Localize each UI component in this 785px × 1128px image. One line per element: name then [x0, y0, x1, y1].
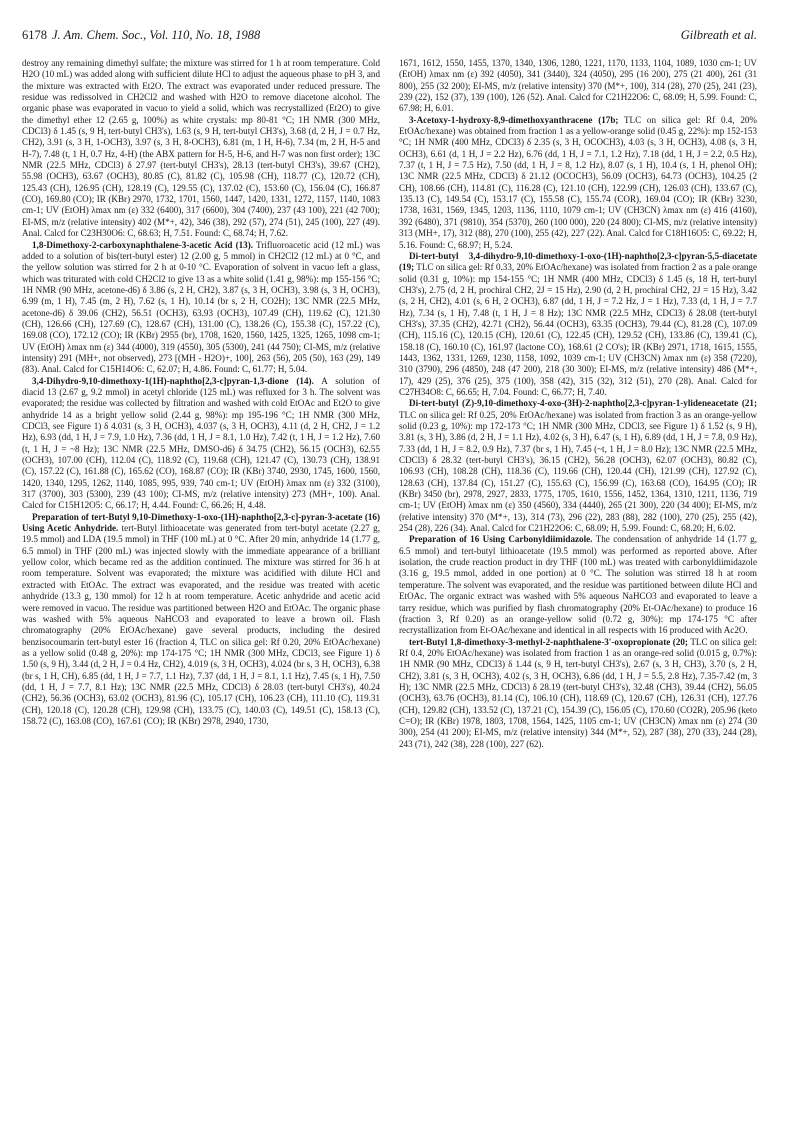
paragraph [399, 398, 757, 534]
running-header [22, 28, 757, 58]
right-column [399, 58, 757, 1118]
paragraph [399, 534, 757, 636]
paragraph-text: destroy any remaining dimethyl sulfate; the mixture was stirred for 1 h at room temperature. Cold H2O (10 mL) was added along with sufficient dilute HCl to adjust the aqueous phase to pH 3, and the mixture was extracted with Et2O. The extract was evaporated under reduced pressure. The residue was redissolved in CH2Cl2 and washed with H2O to remove diacetone alcohol. The organic phase was evaporated in vacuo to yield a solid, which was recrystallized (Et2O) to give the dimethyl ether 12 (2.65 g, 100%) as white crystals: mp 80-81 °C; 1H NMR (300 MHz, CDCl3) δ 1.45 (s, 9 H, tert-butyl CH3's), 1.63 (s, 9 H, tert-butyl CH3's), 3.68 (d, 2 H, J = 0.7 Hz, CH2), 3.91 (s, 3 H, 1-OCH3), 3.97 (s, 3 H, 8-OCH3), 6.81 (m, 1 H, H-6), 7.34 (m, 2 H, H-5 and H-7), 7.48 (t, 1 H, 0.7 Hz, 4-H) (the ABX pattern for H-5, H-6, and H-7 was non first order); 13C NMR (22.5 MHz, CDCl3) δ 27.97 (tert-butyl CH3's), 28.13 (tert-butyl CH3's), 39.67 (CH2), 55.98 (OCH3), 63.67 (OCH3), 80.85 (C), 81.82 (C), 105.98 (CH), 118.77 (C), 120.72 (CH), 125.43 (CH), 126.95 (CH), 128.19 (C), 129.55 (C), 137.02 (C), 153.60 (C), 156.04 (C), 166.87 (CO), 169.80 (CO); IR (KBr) 2970, 1732, 1701, 1560, 1447, 1420, 1331, 1272, 1157, 1140, 1083 cm-1; UV (EtOH) λmax nm (ε) 332 (6400), 317 (6600), 304 (7400), 237 (43 100), 221 (42 700); EI-MS, m/z (relative intensity) 402 (M*+, 42), 346 (38), 292 (57), 274 (51), 245 (100), 227 (49). Anal. Calcd for C23H30O6: C, 68.63; H, 7.51. Found: C, 68.74; H, 7.62. [22, 58, 380, 239]
paragraph-heading: Di-tert-butyl (Z)-9,10-dimethoxy-4-oxo-(3H)-2-naphtho[2,3-c]pyran-1-ylideneacetate (21; [409, 398, 757, 409]
paragraph [22, 376, 380, 512]
running-author: Gilbreath et al. [680, 28, 757, 42]
paragraph-text: 1671, 1612, 1550, 1455, 1370, 1340, 1306, 1280, 1221, 1170, 1133, 1104, 1089, 1030 cm-1; UV (EtOH) λmax nm (ε) 392 (4050), 341 (3440), 324 (4050), 295 (16 200), 275 (21 400), 261 (31 800), 255 (32 200); EI-MS, m/z (relative intensity) 370 (M*+, 100), 314 (28), 270 (25), 241 (23), 239 (22), 152 (37), 139 (100), 126 (52). Anal. Calcd for C21H22O6: C, 68.09; H, 5.99. Found: C, 67.98; H, 6.01. [399, 58, 757, 114]
page-number: 6178 [22, 28, 47, 42]
paragraph-heading: tert-Butyl 1,8-dimethoxy-3-methyl-2-naphthalene-3'-oxopropionate (20; [409, 636, 688, 647]
body-columns [22, 58, 757, 1118]
paragraph [399, 251, 757, 398]
paragraph-text: tert-Butyl lithioacetate was generated from tert-butyl acetate (2.27 g, 19.5 mmol) and LDA (19.5 mmol) in THF (100 mL) at 0 °C. After 20 min, anhydride 14 (1.77 g, 6.5 mmol) in THF (200 mL) was injected slowly with the immediate appearance of a brilliant yellow color, which became red as the addition continued. The mixture was stirred for 36 h at room temperature. Solvent was evaporated; the mixture was acidified with dilute HCl and extracted with EtOAc. The extract was evaporated, and the residue was treated with acetic anhydride (13.3 g, 130 mmol) for 12 h at room temperature. Acetic anhydride and acetic acid were removed in vacuo. The residue was partitioned between H2O and EtOAc. The organic phase was washed with 5% aqueous NaHCO3 and evaporated to leave a brown oil. Flash chromatography (20% EtOAc/hexane) gave several products, including the desired benzisocoumarin tert-butyl ester 16 (fraction 4, TLC on silica gel: Rf 0.20, 20% EtOAc/hexane) as a yellow solid (0.48 g, 20%): mp 174-175 °C; 1H NMR (300 MHz, CDCl3, see Figure 1) δ 1.50 (s, 9 H), 3.44 (d, 2 H, J = 0.4 Hz, CH2), 4.019 (s, 3 H, OCH3), 4.024 (br s, 3 H, OCH3), 6.38 (br s, 1 H, CH), 6.85 (dd, 1 H, J = 7.7, 1.1 Hz), 7.37 (dd, 1 H, J = 8.1, 1.1 Hz), 7.45 (s, 1 H), 7.50 (dd, 1 H, J = 7.7, 8.1 Hz); 13C NMR (22.5 MHz, CDCl3) δ 28.03 (tert-butyl CH3's), 40.24 (CH2), 56.36 (OCH3), 63.02 (OCH3), 81.96 (C), 105.17 (CH), 106.23 (CH), 111.10 (C), 119.31 (CH), 120.18 (C), 120.28 (CH), 129.98 (CH), 133.75 (C), 140.03 (C), 149.51 (C), 158.13 (C), 158.72 (C), 163.08 (CO), 167.61 (CO); IR (KBr) 2978, 2940, 1730, [22, 523, 380, 726]
paragraph-heading: Preparation of 16 Using Carbonyldiimidazole. [409, 534, 593, 545]
paragraph-text: TLC on silica gel: Rf 0.4, 20% EtOAc/hexane) was obtained from fraction 1 as a yellow-orange solid (0.45 g, 22%): mp 152-153 °C; 1H NMR (400 MHz, CDCl3) δ 2.35 (s, 3 H, OCOCH3), 4.03 (s, 3 H, OCH3), 4.08 (s, 3 H, OCH3), 6.61 (d, 1 H, J = 2.2 Hz), 6.76 (dd, 1 H, J = 7.1, 1.2 Hz), 7.18 (dd, 1 H, J = 2.2, 0.5 Hz), 7.37 (t, 1 H, J = 7.5 Hz), 7.50 (dd, 1 H, J = 8, 1.2 Hz), 8.07 (s, 1 H), 10.4 (s, 1 H, phenol OH); 13C NMR (22.5 MHz, CDCl3) δ 21.12 (OCOCH3), 56.09 (OCH3), 64.73 (OCH3), 104.25 (2 CH), 108.66 (CH), 114.81 (C), 116.28 (C), 121.10 (CH), 122.99 (CH), 126.03 (CH), 133.67 (C), 135.13 (C), 149.54 (C), 153.17 (C), 155.58 (C), 155.74 (COR), 169.04 (CO); IR (KBr) 3230, 1738, 1631, 1569, 1345, 1203, 1136, 1110, 1079 cm-1; UV (CH3CN) λmax nm (ε) 416 (4160), 392 (6480), 371 (9810), 354 (5370), 260 (100 000), 220 (24 800); CI-MS, m/z (relative intensity) 313 (MH+, 17), 312 (88), 270 (100), 255 (42), 227 (22). Anal. Calcd for C18H16O5: C, 69.22; H, 5.16. Found: C, 68.97; H, 5.24. [399, 114, 757, 250]
paragraph [22, 512, 380, 728]
paragraph-text: The condensation of anhydride 14 (1.77 g, 6.5 mmol) and tert-butyl lithioacetate (19.5 mmol) was performed as reported above. After isolation, the crude reaction product in dry THF (100 mL) was treated with carbonyldiimidazole (3.16 g, 19.5 mmol, added in one portion) at 0 °C. The solution was stirred 18 h at room temperature. The solvent was evaporated, and the residue was partitioned between dilute HCl and EtOAc. The organic extract was washed with 5% aqueous NaHCO3 and evaporated to leave a tarry residue, which was purified by flash chromatography (20% Et-OAc/hexane) to produce 16 (fraction 3, Rf 0.20) as an orange-yellow solid (0.72 g, 30%): mp 174-175 °C after recrystallization from Et-OAc/hexane and identical in all respects with 16 produced with Ac2O. [399, 534, 757, 636]
paragraph-heading: 3,4-Dihydro-9,10-dimethoxy-1(1H)-naphtho[2,3-c]pyran-1,3-dione (14). [32, 375, 314, 386]
paragraph-text: TLC on silica gel: Rf 0.33, 20% EtOAc/hexane) was isolated from fraction 2 as a pale orange solid (0.31 g, 10%): mp 154-155 °C; 1H NMR (400 MHz, CDCl3) δ 1.45 (s, 18 H, tert-butyl CH3's), 2.75 (d, 2 H, prochiral CH2, 2J = 15 Hz), 2.90 (d, 2 H, prochiral CH2, 2J = 15 Hz), 3.42 (s, 2 H, CH2), 4.01 (s, 6 H, 2 OCH3), 6.87 (dd, 1 H, J = 7.2 Hz, J = 1 Hz), 7.33 (d, 1 H, J = 7.7 Hz), 7.34 (s, 1 H), 7.48 (t, 1 H, J = 8 Hz); 13C NMR (22.5 MHz, CDCl3) δ 28.08 (tert-butyl CH3's), 37.35 (CH2), 42.71 (CH2), 56.44 (OCH3), 63.35 (OCH3), 79.44 (C), 81.28 (C), 107.09 (CH), 115.16 (C), 120.15 (CH), 120.61 (C), 122.45 (CH), 129.52 (CH), 133.86 (C), 139.41 (C), 158.18 (C), 160.10 (C), 161.97 (lactone CO), 168.61 (2 CO's); IR (KBr) 2971, 1718, 1615, 1555, 1443, 1362, 1331, 1269, 1230, 1158, 1092, 1039 cm-1; UV (CH3CN) λmax nm (ε) 358 (7220), 310 (3790), 296 (4850), 248 (47 200), 218 (30 300); EI-MS, m/z (relative intensity) 486 (M*+, 17), 429 (25), 376 (25), 375 (100), 358 (42), 315 (32), 312 (51), 270 (28). Anal. Calcd for C27H34O8: C, 66.65; H, 7.04. Found: C, 66.77; H, 7.40. [399, 262, 757, 397]
left-column [22, 58, 380, 1118]
paragraph [22, 58, 380, 240]
paragraph [399, 58, 757, 115]
paragraph-heading: 1,8-Dimethoxy-2-carboxynaphthalene-3-acetic Acid (13). [32, 239, 254, 250]
journal-page [22, 28, 757, 1118]
paragraph-heading: Di-tert-butyl 3,4-dihydro-9,10-dimethoxy-1-oxo-(1H)-naphtho[2,3-c]pyran-5,5-diacetate (19; [399, 250, 757, 273]
paragraph-heading: 3-Acetoxy-1-hydroxy-8,9-dimethoxyanthracene (17b; [409, 114, 619, 125]
paragraph-text: TLC on silica gel: Rf 0.4, 20% EtOAc/hexane) was isolated from fraction 1 as an orange-red solid (0.015 g, 0.7%): 1H NMR (90 MHz, CDCl3) δ 1.44 (s, 9 H, tert-butyl CH3's), 2.67 (s, 3 H, CH3), 3.70 (s, 2 H, CH2), 3.81 (s, 3 H, OCH3), 4.02 (s, 3 H, OCH3), 6.86 (dd, 1 H, J = 5.5, 2.8 Hz), 7.35-7.42 (m, 3 H); 13C NMR (22.5 MHz, CDCl3) δ 28.19 (tert-butyl CH3's), 32.48 (CH3), 39.44 (CH2), 56.05 (OCH3), 63.76 (OCH3), 81.14 (C), 106.10 (CH), 118.69 (C), 120.67 (CH), 126.31 (CH), 127.76 (CH), 129.82 (CH), 133.52 (C), 137.21 (C), 154.39 (C), 156.05 (C), 170.60 (CO2R), 205.96 (keto C=O); IR (KBr) 1978, 1803, 1708, 1564, 1425, 1105 cm-1; UV (CH3CN) λmax nm (ε) 274 (30 300), 254 (41 200); EI-MS, m/z (relative intensity) 344 (M*+, 52), 287 (38), 270 (33), 244 (28), 243 (71), 242 (38), 228 (100), 227 (62). [399, 636, 757, 749]
paragraph-text: Trifluoroacetic acid (12 mL) was added to a solution of bis(tert-butyl ester) 12 (2.00 g, 5 mmol) in CH2Cl2 (12 mL) at 0 °C, and the yellow solution was stirred for 2 h at 0-10 °C. Evaporation of solvent in vacuo left a glass, which was triturated with cold CH2Cl2 to give 13 as a white solid (1.41 g, 98%): mp 155-156 °C; 1H NMR (90 MHz, acetone-d6) δ 3.86 (s, 2 H, CH2), 3.87 (s, 3 H, OCH3), 3.98 (s, 3 H, OCH3), 6.99 (m, 1 H), 7.45 (m, 2 H), 7.62 (s, 1 H), 10.14 (br s, 2 H, CO2H); 13C NMR (22.5 MHz, acetone-d6) δ 39.06 (CH2), 56.51 (OCH3), 63.93 (OCH3), 107.49 (CH), 119.62 (C), 121.30 (CH), 126.66 (CH), 127.69 (C), 128.67 (CH), 131.00 (C), 138.26 (C), 155.38 (C), 157.22 (C), 169.08 (CO), 172.12 (CO); IR (KBr) 2955 (br), 1708, 1620, 1560, 1425, 1325, 1265, 1098 cm-1; UV (EtOH) λmax nm (ε) 344 (4000), 319 (4550), 305 (5300), 241 (44 750); CI-MS, m/z (relative intensity) 291 (MH+, not observed), 273 [(MH - H2O)+, 100], 263 (56), 205 (50), 163 (29), 149 (83). Anal. Calcd for C15H14O6: C, 62.07; H, 4.86. Found: C, 61.77; H, 5.04. [22, 239, 380, 375]
paragraph-text: TLC on silica gel: Rf 0.25, 20% EtOAc/hexane) was isolated from fraction 3 as an orange-yellow solid (0.23 g, 10%): mp 172-173 °C; 1H NMR (300 MHz, CDCl3, see Figure 1) δ 1.52 (s, 9 H), 3.81 (s, 3 H), 3.86 (d, 2 H, J = 1.1 Hz), 4.02 (s, 3 H), 6.47 (s, 1 H), 6.89 (dd, 1 H, J = 7.8, 0.9 Hz), 7.33 (dd, 1 H, J = 8.2, 0.9 Hz), 7.37 (br s, 1 H), 7.45 (~t, 1 H, J = 8.0 Hz); 13C NMR (22.5 MHz, CDCl3) δ 28.32 (tert-butyl CH3's), 36.15 (CH2), 56.28 (OCH3), 62.07 (OCH3), 80.82 (C), 106.93 (CH), 108.28 (CH), 118.36 (C), 119.66 (CH), 120.44 (CH), 121.99 (CH), 127.92 (C), 128.63 (CH), 137.84 (C), 151.27 (C), 155.63 (C), 156.99 (C), 163.68 (CO), 164.95 (CO); IR (KBr) 3450 (br), 2978, 2927, 2833, 1775, 1705, 1610, 1556, 1452, 1364, 1310, 1211, 1136, 719 cm-1; UV (EtOH) λmax nm (ε) 350 (4560), 334 (4440), 265 (21 300), 220 (34 400); EI-MS, m/z (relative intensity) 370 (M*+, 13), 314 (73), 296 (22), 283 (88), 282 (100), 270 (25), 255 (42), 254 (28), 226 (34). Anal. Calcd for C21H22O6: C, 68.09; H, 5.99. Found: C, 68.20; H, 6.02. [399, 409, 757, 534]
paragraph [399, 637, 757, 750]
paragraph-heading: Preparation of tert-Butyl 9,10-Dimethoxy-1-oxo-(1H)-naphtho[2,3-c]-pyran-3-acetate (16) Using Acetic Anhydride. [22, 511, 380, 534]
journal-citation: J. Am. Chem. Soc., Vol. 110, No. 18, 1988 [52, 28, 261, 42]
paragraph [399, 115, 757, 251]
paragraph [22, 240, 380, 376]
paragraph-text: A solution of diacid 13 (2.67 g, 9.2 mmol) in acetyl chloride (125 mL) was refluxed for 3 h. The solvent was evaporated; the residue was collected by filtration and washed with cold EtOAc and Et2O to give anhydride 14 as a bright yellow solid (2.44 g, 98%): mp 195-196 °C; 1H NMR (300 MHz, CDCl3, see Figure 1) δ 4.031 (s, 3 H, OCH3), 4.037 (s, 3 H, OCH3), 4.11 (d, 2 H, CH2, J = 1.2 Hz), 6.93 (dd, 1 H, J = 7.9, 1.0 Hz), 7.36 (dd, 1 H, J = 8.1, 1.0 Hz), 7.42 (t, 1 H, J = 1.2 Hz), 7.60 (t, 1 H, J = ~8 Hz); 13C NMR (22.5 MHz, DMSO-d6) δ 34.75 (CH2), 56.15 (OCH3), 62.55 (OCH3), 107.00 (CH), 112.04 (C), 118.92 (C), 119.68 (CH), 121.47 (C), 130.73 (CH), 138.91 (C), 157.22 (C), 161.88 (C), 165.62 (CO), 168.87 (CO); IR (KBr) 3740, 2930, 1745, 1600, 1560, 1420, 1340, 1295, 1262, 1140, 1085, 995, 939, 740 cm-1; UV (EtOH) λmax nm (ε) 332 (3100), 317 (3700), 303 (5300), 239 (43 100); CI-MS, m/z (relative intensity) 273 (MH+, 100). Anal. Calcd for C15H12O5: C, 66.17; H, 4.44. Found: C, 66.26; H, 4.48. [22, 375, 380, 511]
